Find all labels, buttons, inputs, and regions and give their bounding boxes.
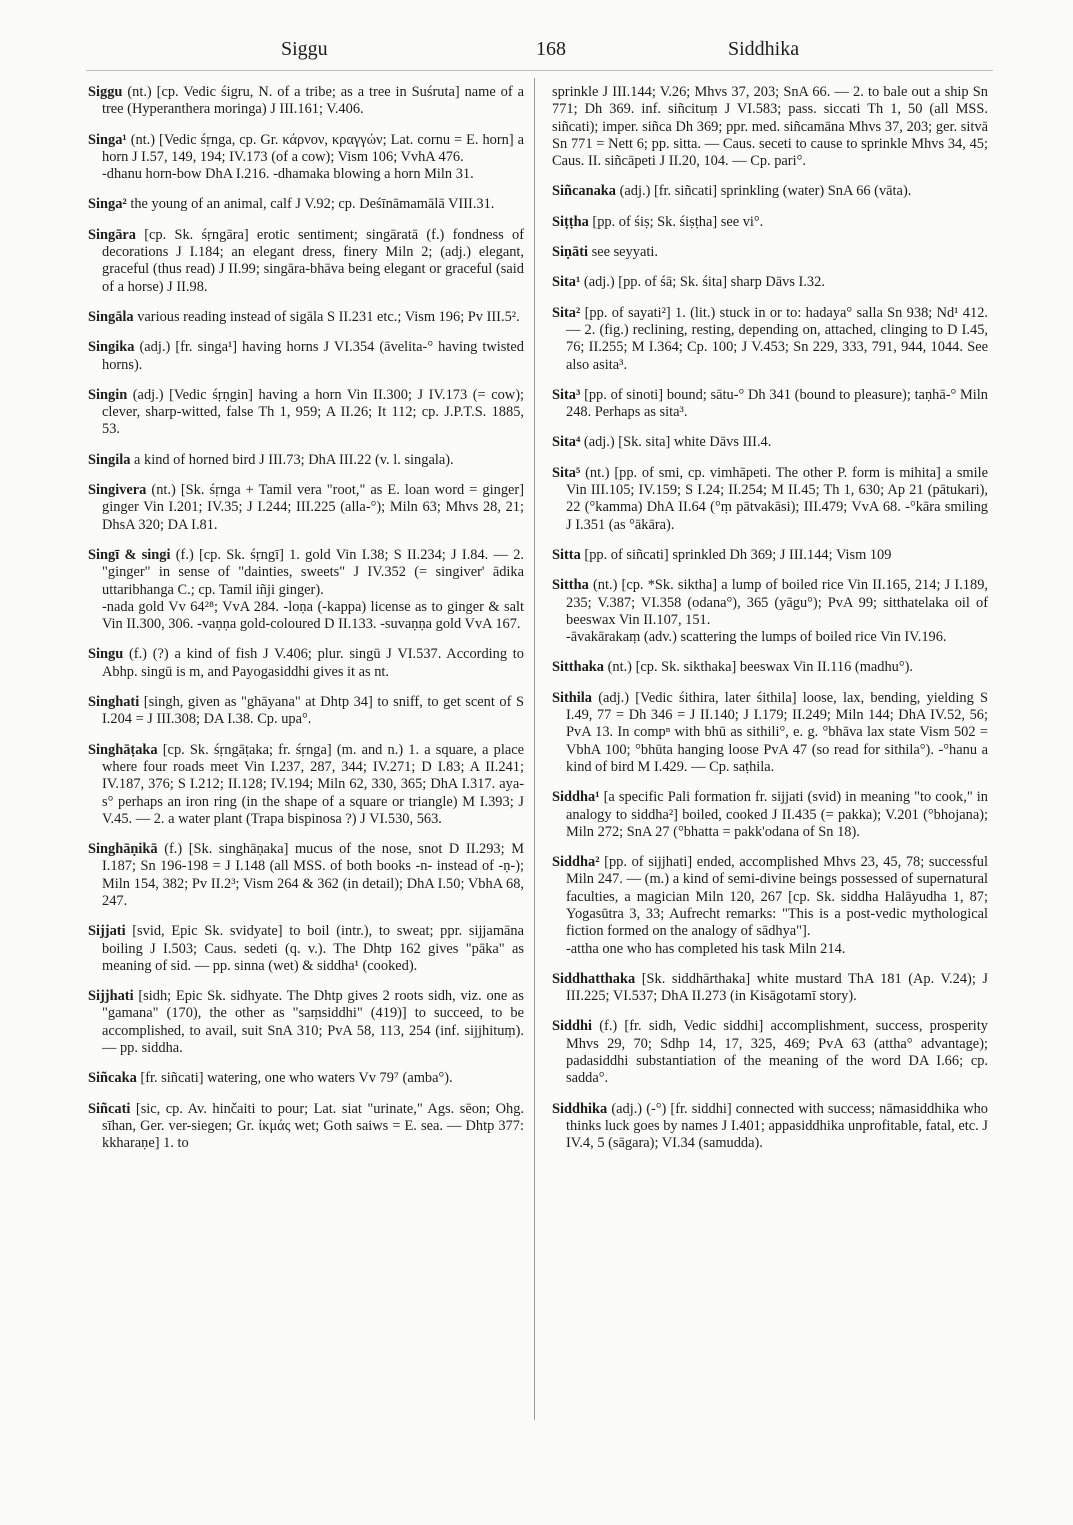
entry-headword: Singāla bbox=[88, 308, 134, 325]
entry-headword: Sita² bbox=[552, 304, 581, 321]
entry-definition: [pp. of sayati²] 1. (lit.) stuck in or to: hadaya° salla Sn 938; Nd¹ 412. — 2. (fig.) reclining, resting, depending on, attached, clinging to D I.45, 76; II.255; M I.364; Cp. 100; J V.453; Sn 229, 333, 791, 944, 1044. See also asita³. bbox=[566, 304, 988, 373]
entry-definition: (adj.) [fr. siñcati] sprinkling (water) SnA 66 (vāta). bbox=[619, 183, 912, 200]
entry-definition: (f.) [Sk. singhāṇaka] mucus of the nose, snot D II.293; M I.187; Sn 196-198 = J I.148 (all MSS. of both books -n- instead of -ṇ-); Miln 154, 382; Pv II.2³; Vism 264 & 362 (in detail); DhA I.50; VbhA 68, 247. bbox=[102, 841, 524, 909]
dictionary-entry bbox=[88, 132, 524, 184]
entry-definition: [cp. Sk. śṛngāṭaka; fr. śṛnga] (m. and n.) 1. a square, a place where four roads meet Vin I.237, 287, 344; IV.271; D I.83; A II.241; IV.187, 376; S I.212; II.128; IV.194; Miln 62, 330, 365; DhA I.317. aya-s° perhaps an iron ring (in the shape of a square or triangle) M I.393; J V.45. — 2. a water plant (Trapa bispinosa ?) J VI.530, 563. bbox=[102, 741, 524, 827]
entry-definition: a kind of horned bird J III.73; DhA III.22 (v. l. singala). bbox=[134, 451, 454, 468]
entry-headword: Siddhatthaka bbox=[552, 970, 636, 987]
entry-headword: Siñcanaka bbox=[552, 183, 616, 200]
entry-headword: Singila bbox=[88, 451, 131, 468]
entry-headword: Sitthaka bbox=[552, 659, 604, 676]
dictionary-entry bbox=[88, 482, 524, 534]
entry-headword: Siggu bbox=[88, 84, 123, 100]
entry-headword: Siddhi bbox=[552, 1018, 593, 1035]
entry-headword: Singu bbox=[88, 646, 124, 663]
right-column bbox=[552, 84, 988, 1166]
entry-headword: Singhati bbox=[88, 694, 140, 711]
entry-headword: Sithila bbox=[552, 689, 592, 706]
dictionary-entry bbox=[552, 84, 988, 170]
dictionary-entry bbox=[552, 577, 988, 646]
entry-definition: [pp. of sijjhati] ended, accomplished Mhvs 23, 45, 78; successful Miln 247. — (m.) a kind of semi-divine beings possessed of supernatural faculties, a magician Miln 120, 267 [cp. Sk. siddha Halāyudha 1, 87; Yogasūtra 3, 33; Aufrecht remarks: "This is a post-vedic mythological fiction formed on the analogy of sādhya"]. bbox=[566, 854, 988, 940]
dictionary-entry bbox=[552, 547, 988, 564]
page-number: 168 bbox=[536, 38, 566, 60]
entry-definition: [a specific Pali formation fr. sijjati (svid) in meaning "to cook," in analogy to siddha²] boiled, cooked J II.435 (= pakka); V.201 (°bhojana); Miln 272; SnA 27 (°bhatta = pakk'odana of Sn 18). bbox=[566, 789, 988, 840]
entry-definition: (adj.) [Sk. sita] white Dāvs III.4. bbox=[583, 434, 772, 451]
dictionary-entry bbox=[88, 196, 524, 213]
dictionary-entry bbox=[552, 789, 988, 841]
header-left-guide-word: Siggu bbox=[281, 38, 328, 60]
entry-headword: Siddha¹ bbox=[552, 789, 600, 806]
entry-definition: (nt.) [cp. *Sk. siktha] a lump of boiled rice Vin II.165, 214; J I.189, 235; V.387; VI.358 (odana°), 365 (yāgu°); PvA 99; sitthatelaka oil of beeswax Vin II.107, 151. bbox=[566, 577, 988, 628]
dictionary-entry bbox=[88, 841, 524, 910]
dictionary-entry bbox=[552, 659, 988, 676]
entry-definition: (adj.) [fr. singa¹] having horns J VI.354 (āvelita-° having twisted horns). bbox=[102, 339, 524, 373]
dictionary-entry bbox=[552, 854, 988, 958]
dictionary-entry bbox=[552, 305, 988, 374]
entry-headword: Singa² bbox=[88, 196, 127, 213]
entry-definition: (f.) (?) a kind of fish J V.406; plur. singū J VI.537. According to Abhp. singū is m, and Payogasiddhi gives it as nt. bbox=[102, 646, 524, 680]
entry-headword: Sijjhati bbox=[88, 988, 134, 1005]
entry-definition: [pp. of śiṣ; Sk. śiṣṭha] see vi°. bbox=[592, 213, 764, 230]
entry-headword: Sita⁴ bbox=[552, 434, 581, 451]
entry-compound-line: -dhanu horn-bow DhA I.216. -dhamaka blowing a horn Miln 31. bbox=[102, 166, 474, 183]
dictionary-entry bbox=[88, 339, 524, 374]
entry-headword: Singika bbox=[88, 339, 135, 356]
left-column bbox=[88, 84, 524, 1166]
dictionary-entry bbox=[552, 1101, 988, 1153]
entry-definition: [sic, cp. Av. hinčaiti to pour; Lat. siat "urinate," Ags. sēon; Ohg. sīhan, Ger. ver-siegen; Gr. ἰκμάς wet; Goth saiws = E. sea. — Dhtp 377: kkharaṇe] 1. to bbox=[102, 1100, 524, 1152]
entry-headword: Singivera bbox=[88, 482, 147, 499]
entry-definition: (nt.) [cp. Sk. sikthaka] beeswax Vin II.116 (madhu°). bbox=[607, 659, 914, 676]
entry-definition: (adj.) [pp. of śā; Sk. śita] sharp Dāvs I.32. bbox=[583, 274, 825, 291]
dictionary-entry bbox=[88, 227, 524, 296]
dictionary-entry bbox=[552, 244, 988, 261]
dictionary-entry bbox=[88, 1070, 524, 1087]
entry-definition: (nt.) [Vedic śṛnga, cp. Gr. κάρνον, κραγγών; Lat. cornu = E. horn] a horn J I.57, 149, 194; IV.173 (of a cow); Vism 106; VvhA 476. bbox=[102, 131, 524, 165]
entry-definition: sprinkle J III.144; V.26; Mhvs 37, 203; SnA 66. — 2. to bale out a ship Sn 771; Dh 369. inf. siñcituṃ J VI.583; pass. siccati Th 1, 50 (all MSS. siñcati); imper. siñca Dh 369; ppr. med. siñcamāna Mhvs 37, 203; ger. sitvā Sn 771 = Nett 6; pp. sitta. — Caus. seceti to cause to sprinkle Mhvs 34, 45; Caus. II. siñcāpeti J II.20, 104. — Cp. pari°. bbox=[552, 84, 988, 170]
entry-headword: Sita¹ bbox=[552, 274, 581, 291]
entry-headword: Singāra bbox=[88, 226, 136, 243]
entry-definition: (f.) [fr. sidh, Vedic siddhi] accomplishment, success, prosperity Mhvs 29, 70; Sdhp 14, 17, 325, 469; PvA 63 (attha° advantage); padasiddhi substantiation of the meaning of the word DA I.66; cp. sadda°. bbox=[566, 1018, 988, 1087]
entry-headword: Siṭṭha bbox=[552, 213, 589, 230]
entry-headword: Siñcaka bbox=[88, 1070, 137, 1087]
dictionary-entry bbox=[88, 309, 524, 326]
entry-definition: (adj.) [Vedic śithira, later śithila] loose, lax, bending, yielding S I.49, 77 = Dh 346 = J II.140; J I.179; II.249; Miln 144; DhA IV.52, 56; PvA 13. In compⁿ with bhū as sithili°, e. g. °bhāva lax state Vism 502 = VbhA 100; °bhūta hanging loose PvA 47 (so read for sithila°). -°hanu a kind of bird M I.429. — Cp. saṭhila. bbox=[566, 689, 988, 775]
dictionary-entry bbox=[552, 971, 988, 1006]
entry-definition: [fr. siñcati] watering, one who waters Vv 79⁷ (amba°). bbox=[140, 1070, 453, 1087]
entry-headword: Sita³ bbox=[552, 386, 581, 403]
dictionary-entry bbox=[88, 646, 524, 681]
entry-compound-line: -nada gold Vv 64²⁸; VvA 284. -loṇa (-kappa) license as to ginger & salt Vin II.300, 306. -vaṇṇa gold-coloured D II.133. -suvaṇṇa gold VvA 167. bbox=[102, 598, 524, 633]
dictionary-entry bbox=[88, 387, 524, 439]
entry-definition: various reading instead of sigāla S II.231 etc.; Vism 196; Pv III.5². bbox=[137, 308, 520, 325]
entry-headword: Siddhika bbox=[552, 1100, 608, 1117]
entry-headword: Sittha bbox=[552, 577, 589, 594]
entry-definition: (nt.) [Sk. śṛnga + Tamil vera "root," as E. loan word = ginger] ginger Vin I.201; IV.35; J I.244; III.225 (alla-°); Miln 63; Mhvs 28, 21; DhsA 320; DA I.81. bbox=[102, 482, 524, 533]
entry-compound-line: -āvakārakaṃ (adv.) scattering the lumps of boiled rice Vin IV.196. bbox=[566, 629, 947, 646]
header-right-guide-word: Siddhika bbox=[728, 38, 800, 60]
entry-headword: Singa¹ bbox=[88, 131, 127, 148]
entry-definition: (f.) [cp. Sk. śṛngī] 1. gold Vin I.38; S II.234; J I.84. — 2. "ginger" in sense of "dainties, sweets" J IV.352 (= singiver' ādika uttaribhanga C.; cp. Tamil iñji ginger). bbox=[102, 546, 524, 598]
dictionary-entry bbox=[552, 690, 988, 776]
dictionary-entry bbox=[88, 547, 524, 633]
entry-definition: [pp. of sinoti] bound; sātu-° Dh 341 (bound to pleasure); taṇhā-° Miln 248. Perhaps as sita³. bbox=[566, 386, 988, 421]
dictionary-entry bbox=[552, 274, 988, 291]
entry-definition: [Sk. siddhārthaka] white mustard ThA 181 (Ap. V.24); J III.225; VI.537; DhA II.273 (in Kisāgotamī story). bbox=[566, 970, 988, 1005]
dictionary-entry bbox=[552, 387, 988, 422]
entry-definition: see seyyati. bbox=[591, 244, 658, 261]
entry-definition: the young of an animal, calf J V.92; cp. Deśīnāmamālā VIII.31. bbox=[130, 196, 495, 213]
entry-definition: [svid, Epic Sk. svidyate] to boil (intr.), to sweat; ppr. sijjamāna boiling J I.503; Caus. sedeti (q. v.). The Dhtp 162 gives "pāka" as meaning of sid. — pp. sinna (wet) & siddha¹ (cooked). bbox=[102, 923, 524, 974]
dictionary-entry bbox=[88, 923, 524, 975]
entry-definition: (adj.) (-°) [fr. siddhi] connected with success; nāmasiddhika who thinks luck goes by names J I.401; appasiddhika unprofitable, fatal, etc. J IV.4, 5 (sāgara); VI.34 (samudda). bbox=[566, 1100, 988, 1152]
entry-compound-line: -attha one who has completed his task Miln 214. bbox=[566, 940, 846, 957]
entry-headword: Siñcati bbox=[88, 1100, 131, 1117]
entry-headword: Singhāṭaka bbox=[88, 741, 158, 758]
dictionary-entry bbox=[88, 452, 524, 469]
entry-definition: [sidh; Epic Sk. sidhyate. The Dhtp gives 2 roots sidh, viz. one as "gamana" (170), the other as "saṃsiddhi" (419)] to succeed, to be accomplished, to avail, suit SnA 310; PvA 58, 113, 254 (inf. sijjhituṃ). — pp. siddha. bbox=[102, 988, 524, 1057]
dictionary-entry bbox=[552, 183, 988, 200]
entry-headword: Sijjati bbox=[88, 923, 126, 940]
dictionary-entry bbox=[552, 214, 988, 231]
entry-definition: (nt.) [cp. Vedic śigru, N. of a tribe; as a tree in Suśruta] name of a tree (Hyperanthera moringa) J III.161; V.406. bbox=[102, 84, 524, 118]
entry-definition: (nt.) [pp. of smi, cp. vimhāpeti. The other P. form is mihita] a smile Vin III.105; IV.159; S I.24; II.254; M II.45; Th 1, 630; Ap 21 (pātukari), 22 (°kamma) DhA II.64 (°ṃ pātvakāsi); III.479; VvA 68. -°kāra smiling J I.351 (as °ākāra). bbox=[566, 464, 988, 533]
dictionary-entry bbox=[552, 434, 988, 451]
entry-definition: [cp. Sk. śṛngāra] erotic sentiment; singāratā (f.) fondness of decorations J I.184; an elegant dress, finery Miln 2; (adj.) elegant, graceful (thus read) J II.99; singāra-bhāva being elegant or graceful (said of a horse) J II.98. bbox=[102, 226, 524, 295]
entry-headword: Singī & singi bbox=[88, 546, 171, 563]
entry-headword: Siddha² bbox=[552, 854, 600, 871]
entry-definition: [pp. of siñcati] sprinkled Dh 369; J III.144; Vism 109 bbox=[584, 546, 892, 563]
dictionary-entry bbox=[552, 465, 988, 534]
entry-headword: Singhāṇikā bbox=[88, 841, 158, 858]
entry-headword: Sita⁵ bbox=[552, 464, 581, 481]
dictionary-entry bbox=[88, 742, 524, 828]
dictionary-entry bbox=[88, 1101, 524, 1153]
column-divider bbox=[534, 78, 535, 1420]
entry-definition: [singh, given as "ghāyana" at Dhtp 34] to sniff, to get scent of S I.204 = J III.308; DA I.38. Cp. upa°. bbox=[102, 694, 524, 728]
entry-headword: Singin bbox=[88, 386, 128, 403]
running-head bbox=[86, 38, 987, 68]
dictionary-entry bbox=[88, 988, 524, 1057]
header-rule bbox=[86, 70, 993, 71]
entry-headword: Siṇāti bbox=[552, 244, 588, 261]
dictionary-entry bbox=[88, 84, 524, 119]
dictionary-entry bbox=[88, 694, 524, 729]
dictionary-entry bbox=[552, 1018, 988, 1087]
entry-definition: (adj.) [Vedic śṛṇgin] having a horn Vin II.300; J IV.173 (= cow); clever, sharp-witted, false Th 1, 959; A II.26; It 112; cp. J.P.T.S. 1885, 53. bbox=[102, 386, 524, 438]
entry-headword: Sitta bbox=[552, 546, 581, 563]
